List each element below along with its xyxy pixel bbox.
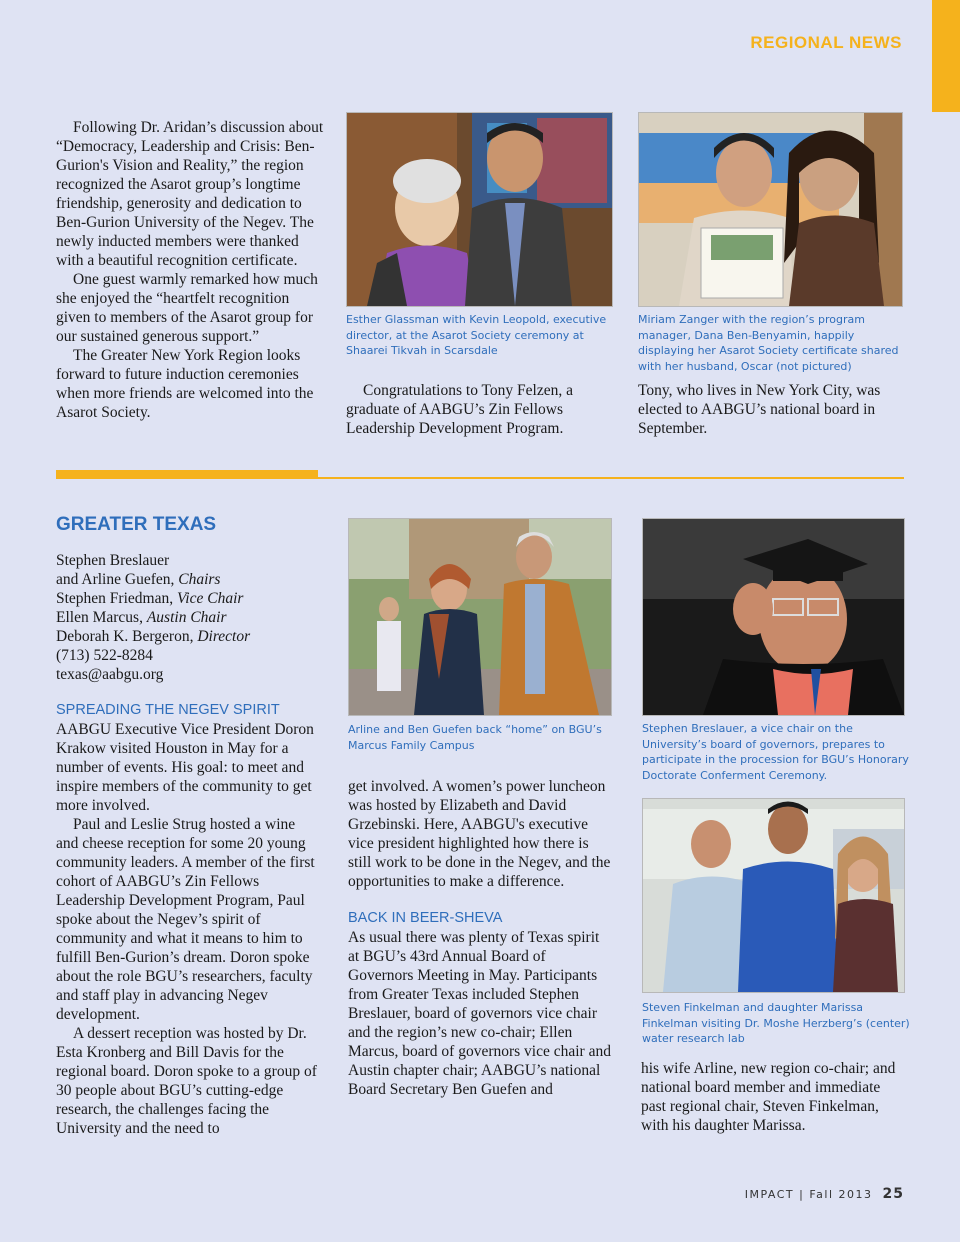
photo-guefen-campus (348, 518, 612, 716)
photo-breslauer-cap (642, 518, 905, 716)
photo-caption: Esther Glassman with Kevin Leopold, executive director, at the Asarot Society ceremony at Shaarei Tikvah in Scarsdale (346, 313, 607, 357)
article-continued (348, 777, 614, 1099)
section-divider (56, 470, 318, 479)
photo-caption: Steven Finkelman and daughter Marissa Finkelman visiting Dr. Moshe Herzberg’s (center) water research lab (642, 1001, 910, 1045)
page-number: 25 (882, 1186, 904, 1202)
section-tab (932, 0, 960, 112)
page-footer (745, 1186, 904, 1202)
photo-caption: Stephen Breslauer, a vice chair on the University’s board of governors, prepares to participate in the procession for BGU’s Honorary Doctorate Conferment Ceremony. (642, 722, 909, 782)
contact-line: Stephen Breslauer (56, 552, 170, 569)
paragraph: Following Dr. Aridan’s discussion about “Democracy, Leadership and Crisis: Ben-Gurion's Vision and Reality,” the region recognized the Asarot group’s longtime friendship, generosity and dedication to Ben-Gurion University of the Negev. The newly inducted members were thanked with a beautiful recognition certificate. (56, 119, 324, 269)
publication-name: IMPACT | Fall 2013 (744, 1188, 873, 1201)
section-divider-line (318, 477, 904, 479)
paragraph: A dessert reception was hosted by Dr. Esta Kronberg and Bill Davis for the regional board. Doron spoke to a group of 30 people about BGU’s cutting-edge research, the challenges facing the University and the need to (56, 1025, 317, 1137)
paragraph: AABGU Executive Vice President Doron Krakow visited Houston in May for a number of events. His goal: to meet and inspire members of the community to get more involved. (56, 721, 314, 814)
contact-email[interactable]: texas@aabgu.org (56, 666, 164, 683)
photo-caption: Arline and Ben Guefen back “home” on BGU’s Marcus Family Campus (348, 723, 602, 752)
contact-phone: (713) 522-8284 (56, 647, 153, 664)
paragraph: get involved. A women’s power luncheon was hosted by Elizabeth and David Grzebinski. Here, AABGU's executive vice president highlighted how there is still work to be done in the Negev, and the opportunities to make a difference. (348, 778, 611, 890)
photo-finkelman-lab (642, 798, 905, 993)
photo-caption: Miriam Zanger with the region’s program manager, Dana Ben-Benyamin, happily displaying her Asarot Society certificate shared with her husband, Oscar (not pictured) (638, 313, 899, 373)
paragraph: his wife Arline, new region co-chair; and national board member and immediate past regional chair, Steven Finkelman, with his daughter Marissa. (641, 1060, 896, 1134)
paragraph: Tony, who lives in New York City, was elected to AABGU’s national board in September. (638, 382, 881, 437)
subheading: SPREADING THE NEGEV SPIRIT (56, 702, 280, 718)
paragraph: The Greater New York Region looks forward to future induction ceremonies when more friends are welcomed into the Asarot Society. (56, 347, 314, 421)
paragraph: As usual there was plenty of Texas spirit at BGU’s 43rd Annual Board of Governors Meeting in May. Participants from Greater Texas included Stephen Breslauer, board of governors vice chair and the region’s new co-chair; Ellen Marcus, board of governors vice chair and Austin chapter chair; AABGU’s national Board Secretary Ben Guefen and (348, 929, 611, 1098)
contact-line: Deborah K. Bergeron, Director (56, 628, 251, 645)
article-spirit (56, 701, 318, 1138)
photo-zanger-benbenyamin (638, 112, 903, 307)
region-heading: GREATER TEXAS (56, 514, 217, 535)
top-article-column (56, 118, 324, 422)
contact-line: Stephen Friedman, Vice Chair (56, 590, 244, 607)
subheading: BACK IN BEER-SHEVA (348, 910, 503, 926)
section-label: REGIONAL NEWS (750, 33, 902, 52)
paragraph: Congratulations to Tony Felzen, a graduate of AABGU’s Zin Fellows Leadership Development Program. (346, 382, 573, 437)
contact-line: and Arline Guefen, Chairs (56, 571, 221, 588)
photo-glassman-leopold (346, 112, 613, 307)
paragraph: Paul and Leslie Strug hosted a wine and cheese reception for some 20 young community leaders. A member of the first cohort of AABGU’s Zin Fellows Leadership Development Program, Paul spoke about the Negev’s spirit of community and what it means to him to fulfill Ben-Gurion’s dream. Doron spoke about the role BGU’s researchers, faculty and staff play in advancing Negev development. (56, 816, 315, 1023)
paragraph: One guest warmly remarked how much she enjoyed the “heartfelt recognition given to members of the Asarot group for our sustained generous support.” (56, 271, 318, 345)
contact-line: Ellen Marcus, Austin Chair (56, 609, 227, 626)
region-contacts (56, 551, 326, 684)
